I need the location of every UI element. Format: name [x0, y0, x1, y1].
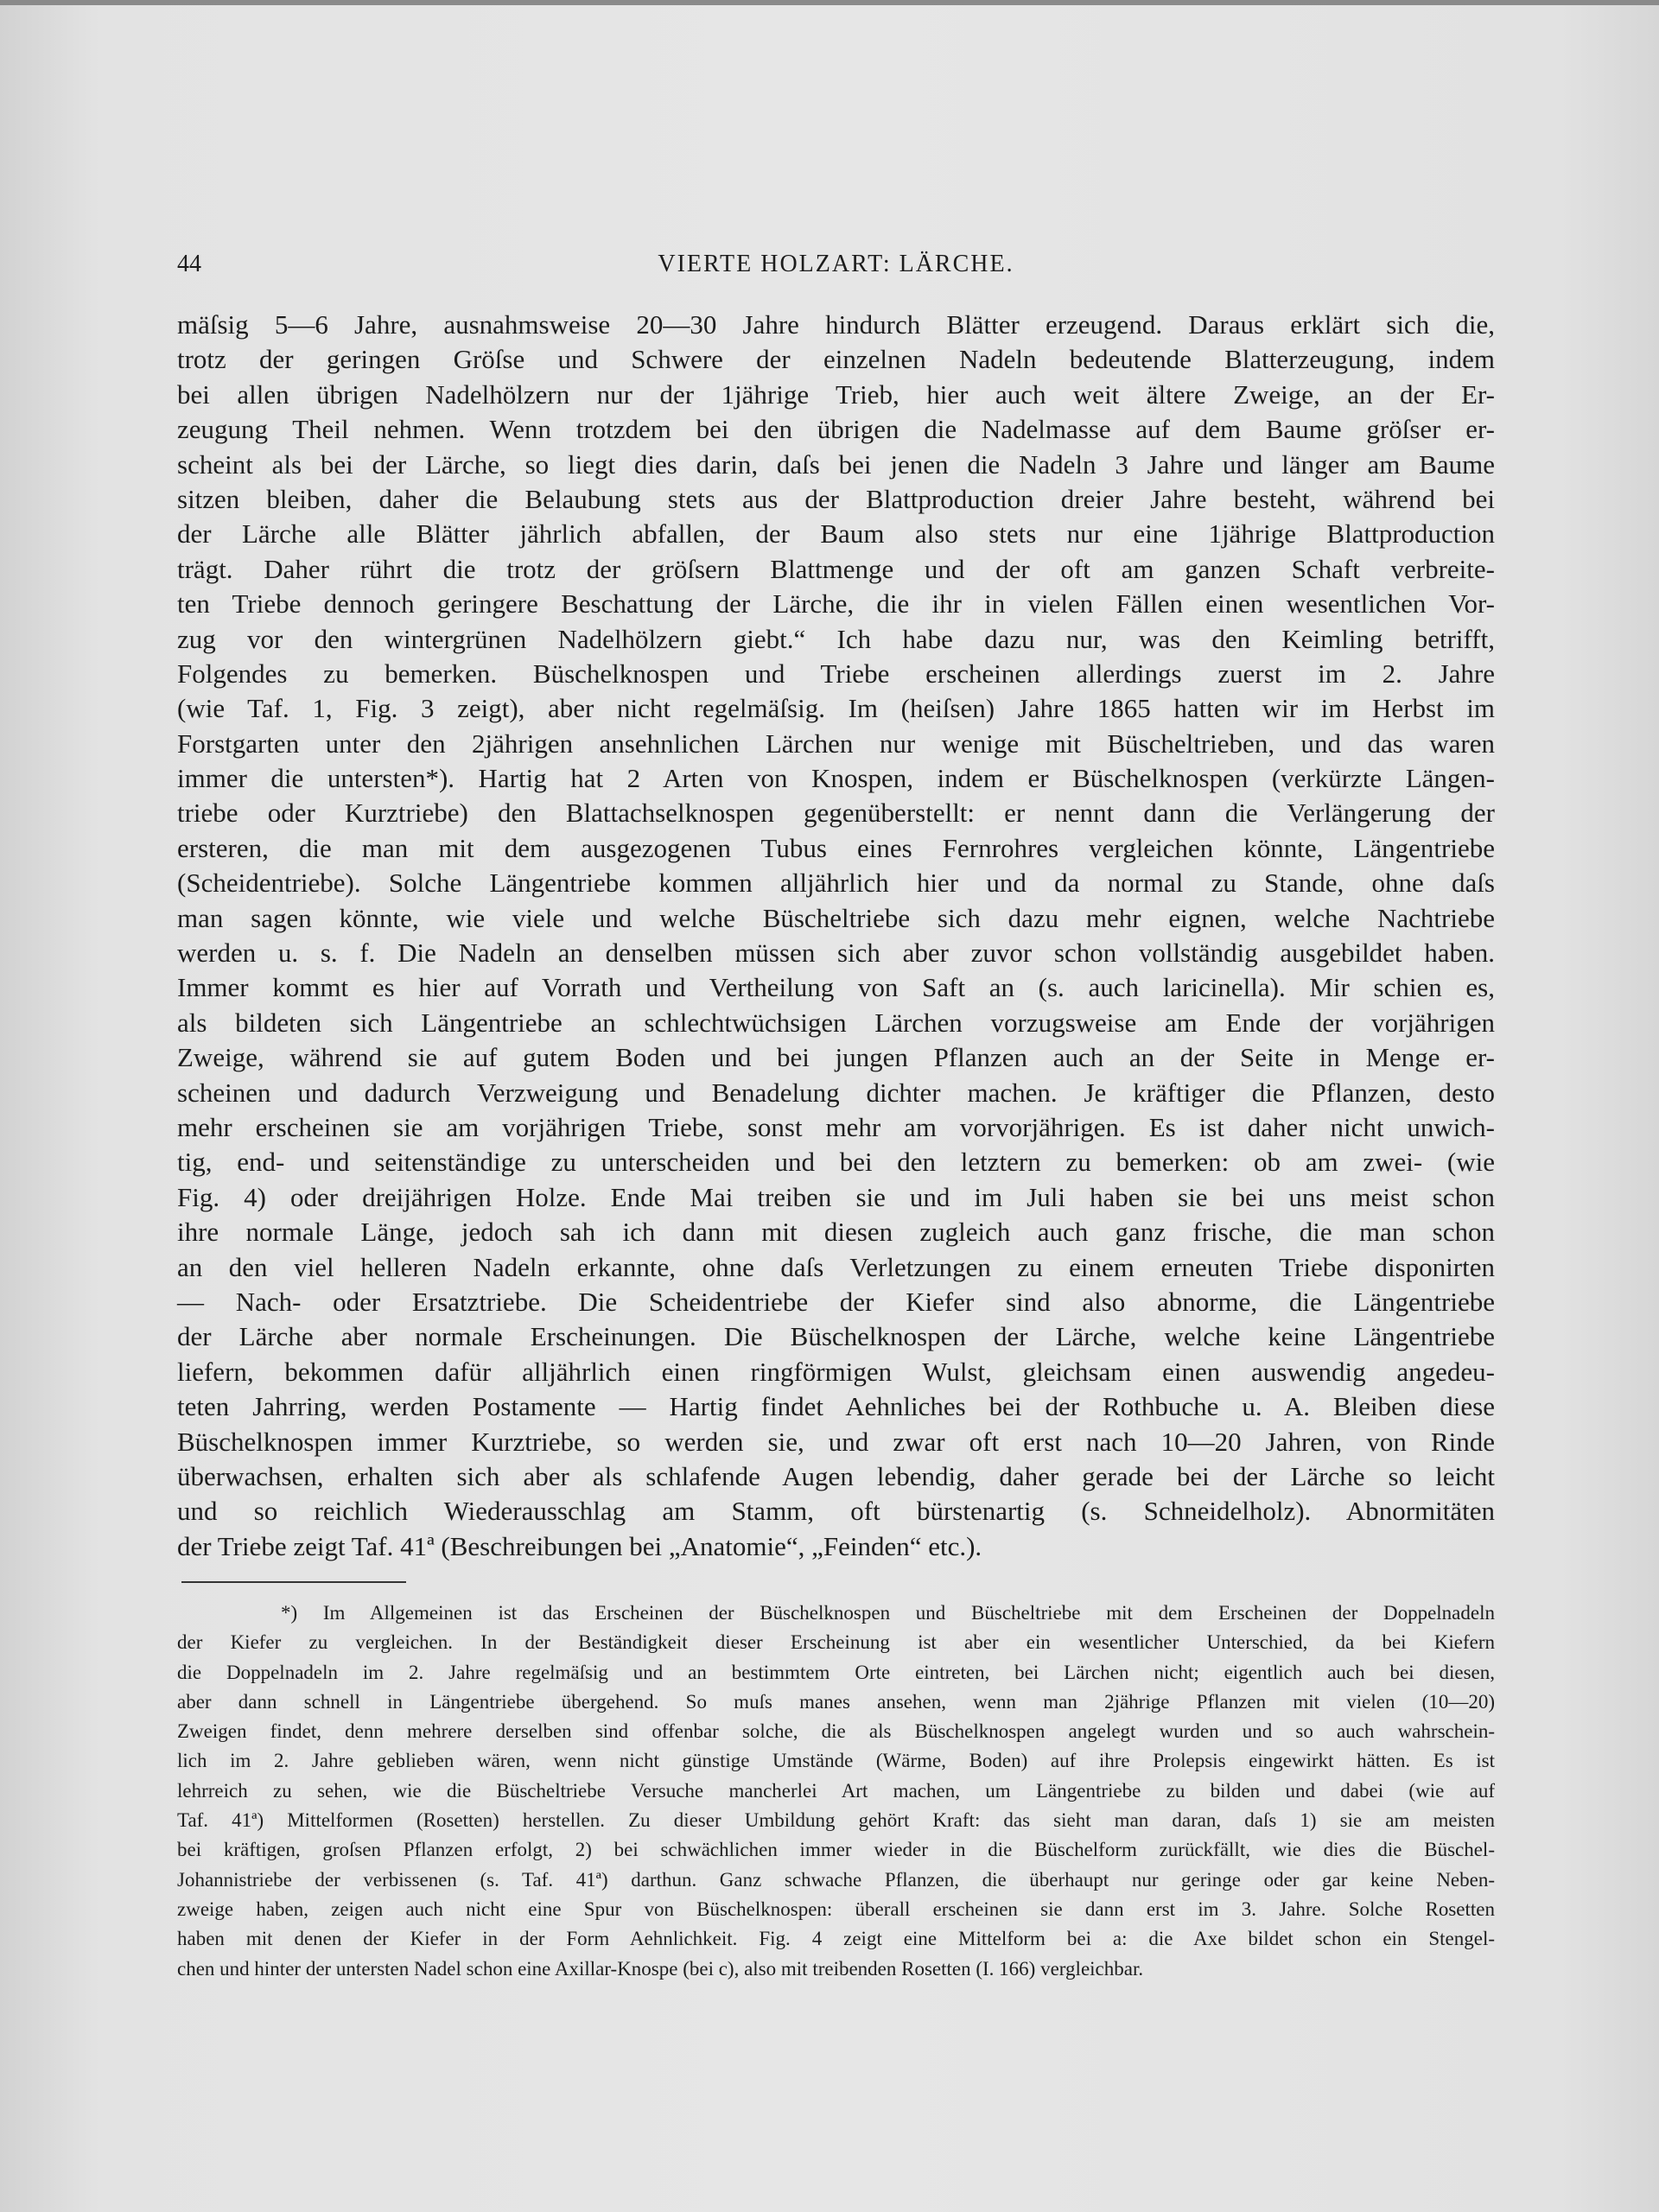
page-top-edge: [0, 0, 1659, 5]
body-text-line: scheinen und dadurch Verzweigung und Benadelung dichter machen. Je kräftiger die Pflanzen, desto: [177, 1077, 1495, 1108]
body-text-line: tig, end- und seitenständige zu unterscheiden und bei den letztern zu bemerken: ob am zwei- (wie: [177, 1147, 1495, 1178]
running-title: VIERTE HOLZART: LÄRCHE.: [658, 251, 1014, 277]
page-number: 44: [177, 251, 201, 277]
body-text-line: teten Jahrring, werden Postamente — Hartig findet Aehnliches bei der Rothbuche u. A. Bleiben diese: [177, 1391, 1495, 1422]
body-text-line: — Nach- oder Ersatztriebe. Die Scheidentriebe der Kiefer sind also abnorme, die Längentriebe: [177, 1286, 1495, 1317]
body-text-line: zeugung Theil nehmen. Wenn trotzdem bei den übrigen die Nadelmasse auf dem Baume gröſser er-: [177, 414, 1495, 445]
body-text-line: immer die untersten*). Hartig hat 2 Arten von Knospen, indem er Büschelknospen (verkürzte Längen-: [177, 763, 1495, 794]
footnote: [177, 1599, 1495, 1984]
footnote-line: Taf. 41ª) Mittelformen (Rosetten) herstellen. Zu dieser Umbildung gehört Kraft: das sieht man daran, daſs 1) sie am meisten: [177, 1809, 1495, 1832]
body-text-line: werden u. s. f. Die Nadeln an denselben müssen sich aber zuvor schon vollständig ausgebildet haben.: [177, 938, 1495, 969]
body-text-line: der Triebe zeigt Taf. 41ª (Beschreibungen bei „Anatomie“, „Feinden“ etc.).: [177, 1530, 982, 1561]
body-text-line: Zweige, während sie auf gutem Boden und bei jungen Pflanzen auch an der Seite in Menge er-: [177, 1042, 1495, 1073]
body-text-line: mäſsig 5—6 Jahre, ausnahmsweise 20—30 Jahre hindurch Blätter erzeugend. Daraus erklärt sich die,: [177, 309, 1495, 340]
body-text-line: an den viel helleren Nadeln erkannte, ohne daſs Verletzungen zu einem erneuten Triebe disponirten: [177, 1251, 1495, 1282]
body-text-line: triebe oder Kurztriebe) den Blattachselknospen gegenüberstellt: er nennt dann die Verlängerung der: [177, 798, 1495, 829]
footnote-line: die Doppelnadeln im 2. Jahre regelmäſsig und an bestimmtem Orte eintreten, bei Lärchen nicht; eigentlich auch bei diesen,: [177, 1661, 1495, 1683]
body-text-line: Forstgarten unter den 2jährigen ansehnlichen Lärchen nur wenige mit Büscheltrieben, und das waren: [177, 728, 1495, 759]
body-text-line: ihre normale Länge, jedoch sah ich dann mit diesen zugleich auch ganz frische, die man schon: [177, 1217, 1495, 1248]
footnote-line: lich im 2. Jahre geblieben wären, wenn nicht günstige Umstände (Wärme, Boden) auf ihre Prolepsis eingewirkt hätten. Es ist: [177, 1750, 1495, 1772]
body-text-line: zug vor den wintergrünen Nadelhölzern giebt.“ Ich habe dazu nur, was den Keimling betrifft,: [177, 623, 1495, 654]
footnote-line: chen und hinter der untersten Nadel schon eine Axillar-Knospe (bei c), also mit treibenden Rosetten (I. 166) vergleichbar.: [177, 1957, 1144, 1980]
footnote-line: lehrreich zu sehen, wie die Büscheltriebe Versuche mancherlei Art machen, um Längentriebe zu bilden und dabei (wie auf: [177, 1779, 1495, 1802]
footnote-line: aber dann schnell in Längentriebe übergehend. So muſs manes ansehen, wenn man 2jährige Pflanzen mit vielen (10—20): [177, 1690, 1495, 1713]
body-text-line: Fig. 4) oder dreijährigen Holze. Ende Mai treiben sie und im Juli haben sie bei uns meist schon: [177, 1181, 1495, 1212]
body-text-line: Büschelknospen immer Kurztriebe, so werden sie, und zwar oft erst nach 10—20 Jahren, von Rinde: [177, 1426, 1495, 1457]
page-header: [177, 251, 1495, 285]
body-text-line: (wie Taf. 1, Fig. 3 zeigt), aber nicht regelmäſsig. Im (heiſsen) Jahre 1865 hatten wir im Herbst im: [177, 693, 1495, 724]
body-text-line: der Lärche alle Blätter jährlich abfallen, der Baum also stets nur eine 1jährige Blattproduction: [177, 518, 1495, 550]
footnote-line: *) Im Allgemeinen ist das Erscheinen der Büschelknospen und Büscheltriebe mit dem Erscheinen der Doppelnadeln: [281, 1602, 1495, 1624]
footnote-line: haben mit denen der Kiefer in der Form Aehnlichkeit. Fig. 4 zeigt eine Mittelform bei a: die Axe bildet schon ein Stengel-: [177, 1928, 1495, 1950]
main-text: [177, 308, 1495, 1564]
body-text-line: bei allen übrigen Nadelhölzern nur der 1jährige Trieb, hier auch weit ältere Zweige, an der Er-: [177, 378, 1495, 410]
body-text-line: sitzen bleiben, daher die Belaubung stets aus der Blattproduction dreier Jahre besteht, während bei: [177, 483, 1495, 514]
body-text-line: trotz der geringen Gröſse und Schwere der einzelnen Nadeln bedeutende Blatterzeugung, indem: [177, 344, 1495, 375]
body-text-line: Immer kommt es hier auf Vorrath und Vertheilung von Saft an (s. auch laricinella). Mir schien es,: [177, 972, 1495, 1003]
footnote-line: zweige haben, zeigen auch nicht eine Spur von Büschelknospen: überall erscheinen sie dann erst im 3. Jahre. Solche Rosetten: [177, 1897, 1495, 1920]
body-text-line: überwachsen, erhalten sich aber als schlafende Augen lebendig, daher gerade bei der Lärche so leicht: [177, 1460, 1495, 1491]
body-text-line: man sagen könnte, wie viele und welche Büscheltriebe sich dazu mehr eignen, welche Nachtriebe: [177, 902, 1495, 933]
body-text-line: Folgendes zu bemerken. Büschelknospen und Triebe erscheinen allerdings zuerst im 2. Jahre: [177, 658, 1495, 689]
footnote-line: Johannistriebe der verbissenen (s. Taf. 41ª) darthun. Ganz schwache Pflanzen, die überhaupt nur geringe oder gar keine Neben-: [177, 1868, 1495, 1891]
body-text-line: (Scheidentriebe). Solche Längentriebe kommen alljährlich hier und da normal zu Stande, ohne daſs: [177, 868, 1495, 899]
footnote-line: Zweigen findet, denn mehrere derselben sind offenbar solche, die als Büschelknospen angelegt wurden und so auch wahrschein-: [177, 1720, 1495, 1743]
body-text-line: ersteren, die man mit dem ausgezogenen Tubus eines Fernrohres vergleichen könnte, Längentriebe: [177, 832, 1495, 863]
body-text-line: liefern, bekommen dafür alljährlich einen ringförmigen Wulst, gleichsam einen auswendig angedeu-: [177, 1356, 1495, 1387]
body-text-line: der Lärche aber normale Erscheinungen. Die Büschelknospen der Lärche, welche keine Längentriebe: [177, 1321, 1495, 1352]
footnote-separator: [181, 1581, 406, 1583]
body-text-line: mehr erscheinen sie am vorjährigen Triebe, sonst mehr am vorvorjährigen. Es ist daher nicht unwich-: [177, 1111, 1495, 1142]
body-text-line: und so reichlich Wiederausschlag am Stamm, oft bürstenartig (s. Schneidelholz). Abnormitäten: [177, 1496, 1495, 1527]
footnote-line: der Kiefer zu vergleichen. In der Beständigkeit dieser Erscheinung ist aber ein wesentlicher Unterschied, da bei Kiefern: [177, 1631, 1495, 1654]
body-text-line: als bildeten sich Längentriebe an schlechtwüchsigen Lärchen vorzugsweise am Ende der vorjährigen: [177, 1007, 1495, 1038]
footnote-line: bei kräftigen, groſsen Pflanzen erfolgt, 2) bei schwächlichen immer wieder in die Büschelform zurückfällt, wie dies die Büschel-: [177, 1839, 1495, 1861]
body-text-line: trägt. Daher rührt die trotz der gröſsern Blattmenge und der oft am ganzen Schaft verbreite-: [177, 553, 1495, 584]
body-text-line: scheint als bei der Lärche, so liegt dies darin, daſs bei jenen die Nadeln 3 Jahre und länger am Baume: [177, 448, 1495, 480]
body-text-line: ten Triebe dennoch geringere Beschattung der Lärche, die ihr in vielen Fällen einen wesentlichen Vor-: [177, 588, 1495, 620]
